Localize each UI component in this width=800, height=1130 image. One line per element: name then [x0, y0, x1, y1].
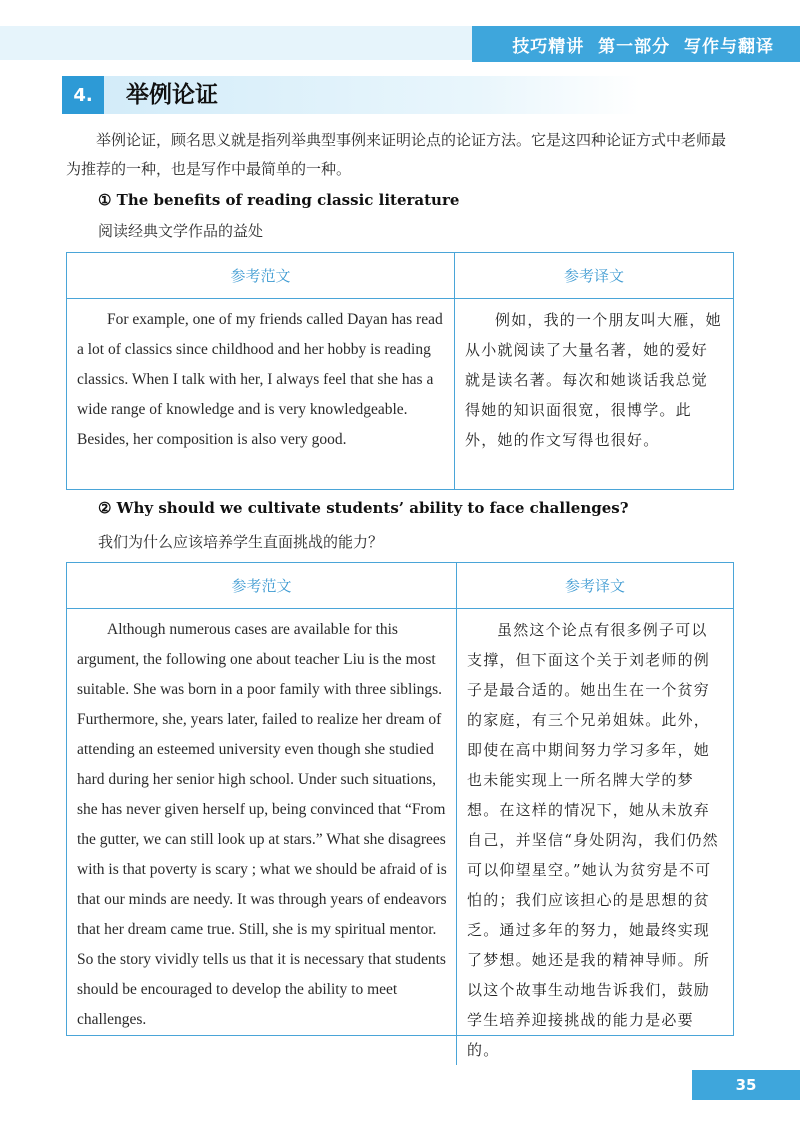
example-2-chinese-text: 虽然这个论点有很多例子可以支撑，但下面这个关于刘老师的例子是最合适的。她出生在一个贫穷的家庭，有三个兄弟姐妹。此外，即使在高中期间努力学习多年，她也未能实现上一所名牌大学的梦想。在这样的情况下，她从未放弃自己，并坚信“身处阴沟，我们仍然可以仰望星空。”她认为贫穷是不可怕的；我们应该担心的是思想的贫乏。通过多年的努力，她最终实现了梦想。她还是我的精神导师。所以这个故事生动地告诉我们，鼓励学生培养迎接挑战的能力是必要的。 [467, 621, 719, 1059]
example-2-heading-en: ② Why should we cultivate students’ ability to face challenges? [98, 499, 629, 517]
example-1-heading-zh: 阅读经典文学作品的益处 [98, 222, 264, 240]
section-number-badge: 4. [62, 76, 104, 114]
example-2-english-text: Although numerous cases are available for this argument, the following one about teacher Liu is the most suitable. She was born in a poor family with three siblings. Furthermore, she, years later, failed to realize her dream of attending an esteemed university even though she studied hard during her senior high school. Under such situations, she has never given herself up, being convinced that “From the gutter, we can still look up at stars.” What she disagrees with is that poverty is scary ; what we should be afraid of is that our minds are needy. It was through years of endeavors that her dream came true. Still, she is my spiritual mentor. So the story vividly tells us that it is necessary that students should be encouraged to develop the ability to meet challenges. [77, 621, 447, 1028]
example-1-chinese-cell [455, 299, 733, 489]
example-1-col-right-header: 参考译文 [455, 253, 733, 299]
section-title: 举例论证 [126, 82, 218, 108]
page-number: 35 [692, 1070, 800, 1100]
example-1-table [66, 252, 734, 490]
example-1-col-left-header: 参考范文 [67, 253, 455, 299]
example-2-heading-zh: 我们为什么应该培养学生直面挑战的能力？ [98, 533, 384, 551]
running-header: 技巧精讲 第一部分 写作与翻译 [472, 26, 800, 62]
example-2-chinese-cell [457, 609, 733, 1065]
example-2-col-right-header: 参考译文 [457, 563, 733, 609]
example-2-english-cell [67, 609, 457, 1065]
example-1-chinese-text: 例如，我的一个朋友叫大雁，她从小就阅读了大量名著，她的爱好就是读名著。每次和她谈话我总觉得她的知识面很宽，很博学。此外，她的作文写得也很好。 [465, 311, 722, 449]
intro-paragraph: 举例论证，顾名思义就是指列举典型事例来证明论点的论证方法。它是这四种论证方式中老师最为推荐的一种，也是写作中最简单的一种。 [66, 131, 727, 178]
example-2-col-left-header: 参考范文 [67, 563, 457, 609]
example-1-english-cell [67, 299, 455, 489]
example-2-table [66, 562, 734, 1059]
example-1-heading-en: ① The benefits of reading classic literature [98, 191, 460, 209]
example-1-english-text: For example, one of my friends called Dayan has read a lot of classics since childhood and her hobby is reading classics. When I talk with her, I always feel that she has a wide range of knowledge and is very knowledgeable. Besides, her composition is also very good. [77, 311, 443, 448]
